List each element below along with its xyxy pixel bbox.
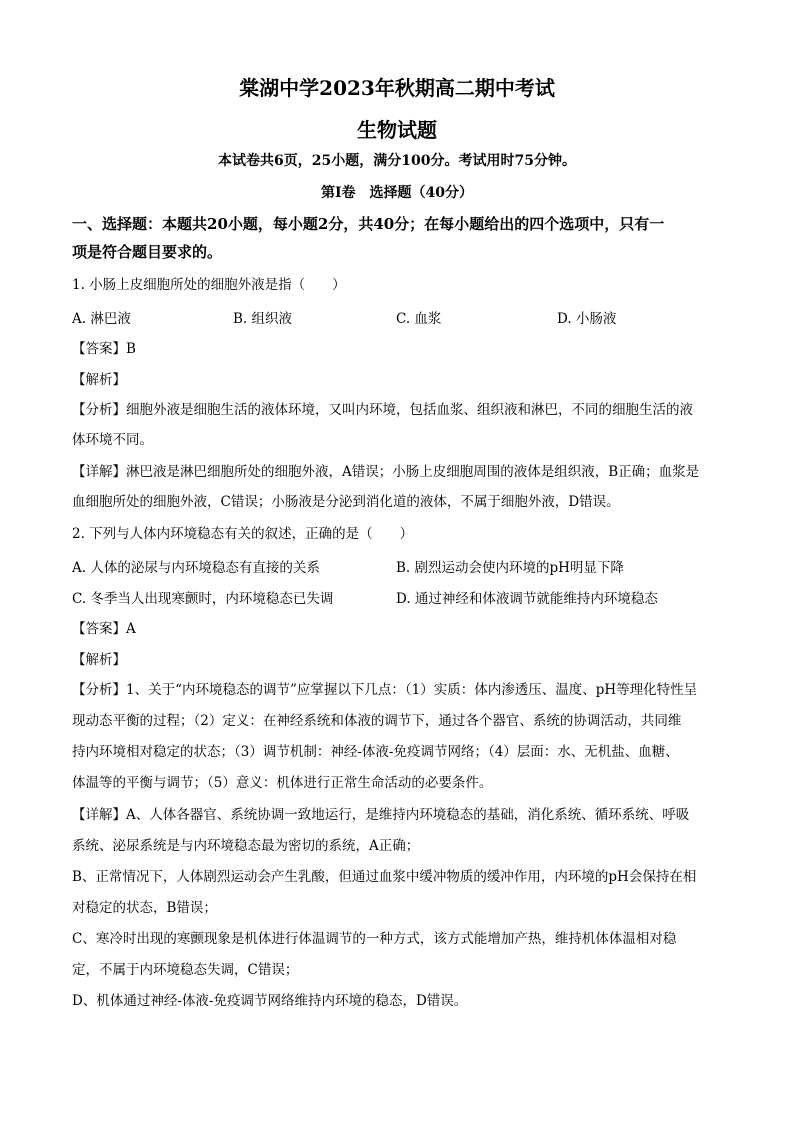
- q2-detail-line-2: 系统、泌尿系统是与内环境稳态最为密切的系统，A正确；: [72, 838, 420, 854]
- instructions-line-1: 一、选择题：本题共20小题，每小题2分，共40分；在每小题给出的四个选项中，只有一: [72, 215, 665, 233]
- q2-option-a: A. 人体的泌尿与内环境稳态有直接的关系: [72, 560, 320, 576]
- q2-answer: 【答案】A: [72, 621, 136, 637]
- q1-detail-line-1: 【详解】淋巴液是淋巴细胞所处的细胞外液，A错误；小肠上皮细胞周围的液体是组织液，B正确；血浆是: [72, 464, 700, 480]
- q1-stem: 1. 小肠上皮细胞所处的细胞外液是指（ ）: [72, 277, 346, 293]
- q1-option-b: B. 组织液: [233, 311, 293, 327]
- q1-analysis-line-2: 体环境不同。: [72, 432, 153, 448]
- q2-detail-line-1: 【详解】A、人体各器官、系统协调一致地运行，是维持内环境稳态的基础，消化系统、循环系统、呼吸: [72, 807, 690, 823]
- q2-option-c: C. 冬季当人出现寒颤时，内环境稳态已失调: [72, 591, 334, 607]
- q2-option-d: D. 通过神经和体液调节就能维持内环境稳态: [396, 591, 658, 607]
- exam-title: 棠湖中学2023年秋期高二期中考试: [239, 76, 555, 100]
- subject-title: 生物试题: [357, 118, 437, 142]
- q2-analysis-line-2: 现动态平衡的过程；（2）定义：在神经系统和体液的调节下，通过各个器官、系统的协调活动，共同维: [72, 713, 682, 729]
- instructions-line-2: 项是符合题目要求的。: [72, 243, 223, 261]
- q2-analysis-line-3: 持内环境相对稳定的状态；（3）调节机制：神经-体液-免疫调节网络；（4）层面：水、无机盐、血糖、: [72, 744, 679, 760]
- q1-option-d: D. 小肠液: [557, 311, 617, 327]
- q1-option-a: A. 淋巴液: [72, 311, 131, 327]
- q1-detail-line-2: 血细胞所处的细胞外液，C错误；小肠液是分泌到消化道的液体，不属于细胞外液，D错误。: [72, 494, 620, 510]
- q2-detail-line-6: 定，不属于内环境稳态失调，C错误；: [72, 962, 299, 978]
- q2-detail-line-7: D、机体通过神经-体液-免疫调节网络维持内环境的稳态，D错误。: [72, 993, 468, 1009]
- q2-option-b: B. 剧烈运动会使内环境的pH明显下降: [396, 560, 624, 576]
- q1-answer: 【答案】B: [72, 341, 136, 357]
- q2-analysis-label: 【解析】: [72, 652, 126, 668]
- q2-detail-line-5: C、寒冷时出现的寒颤现象是机体进行体温调节的一种方式，该方式能增加产热，维持机体体温相对稳: [72, 931, 677, 947]
- q2-analysis-line-4: 体温等的平衡与调节；（5）意义：机体进行正常生命活动的必要条件。: [72, 775, 493, 791]
- q2-detail-line-3: B、正常情况下，人体剧烈运动会产生乳酸，但通过血浆中缓冲物质的缓冲作用，内环境的pH会保持在相: [72, 869, 697, 885]
- q2-detail-line-4: 对稳定的状态，B错误；: [72, 900, 217, 916]
- q2-stem: 2. 下列与人体内环境稳态有关的叙述，正确的是（ ）: [72, 526, 414, 542]
- section-title: 第I卷 选择题（40分）: [320, 185, 474, 201]
- q1-analysis-label: 【解析】: [72, 372, 126, 388]
- exam-info: 本试卷共6页，25小题，满分100分。考试用时75分钟。: [218, 153, 576, 169]
- q2-analysis-line-1: 【分析】1、关于“内环境稳态的调节”应掌握以下几点：（1）实质：体内渗透压、温度、pH等理化特性呈: [72, 682, 698, 698]
- q1-option-c: C. 血浆: [396, 311, 442, 327]
- q1-analysis-line-1: 【分析】细胞外液是细胞生活的液体环境，又叫内环境，包括血浆、组织液和淋巴，不同的细胞生活的液: [72, 402, 693, 418]
